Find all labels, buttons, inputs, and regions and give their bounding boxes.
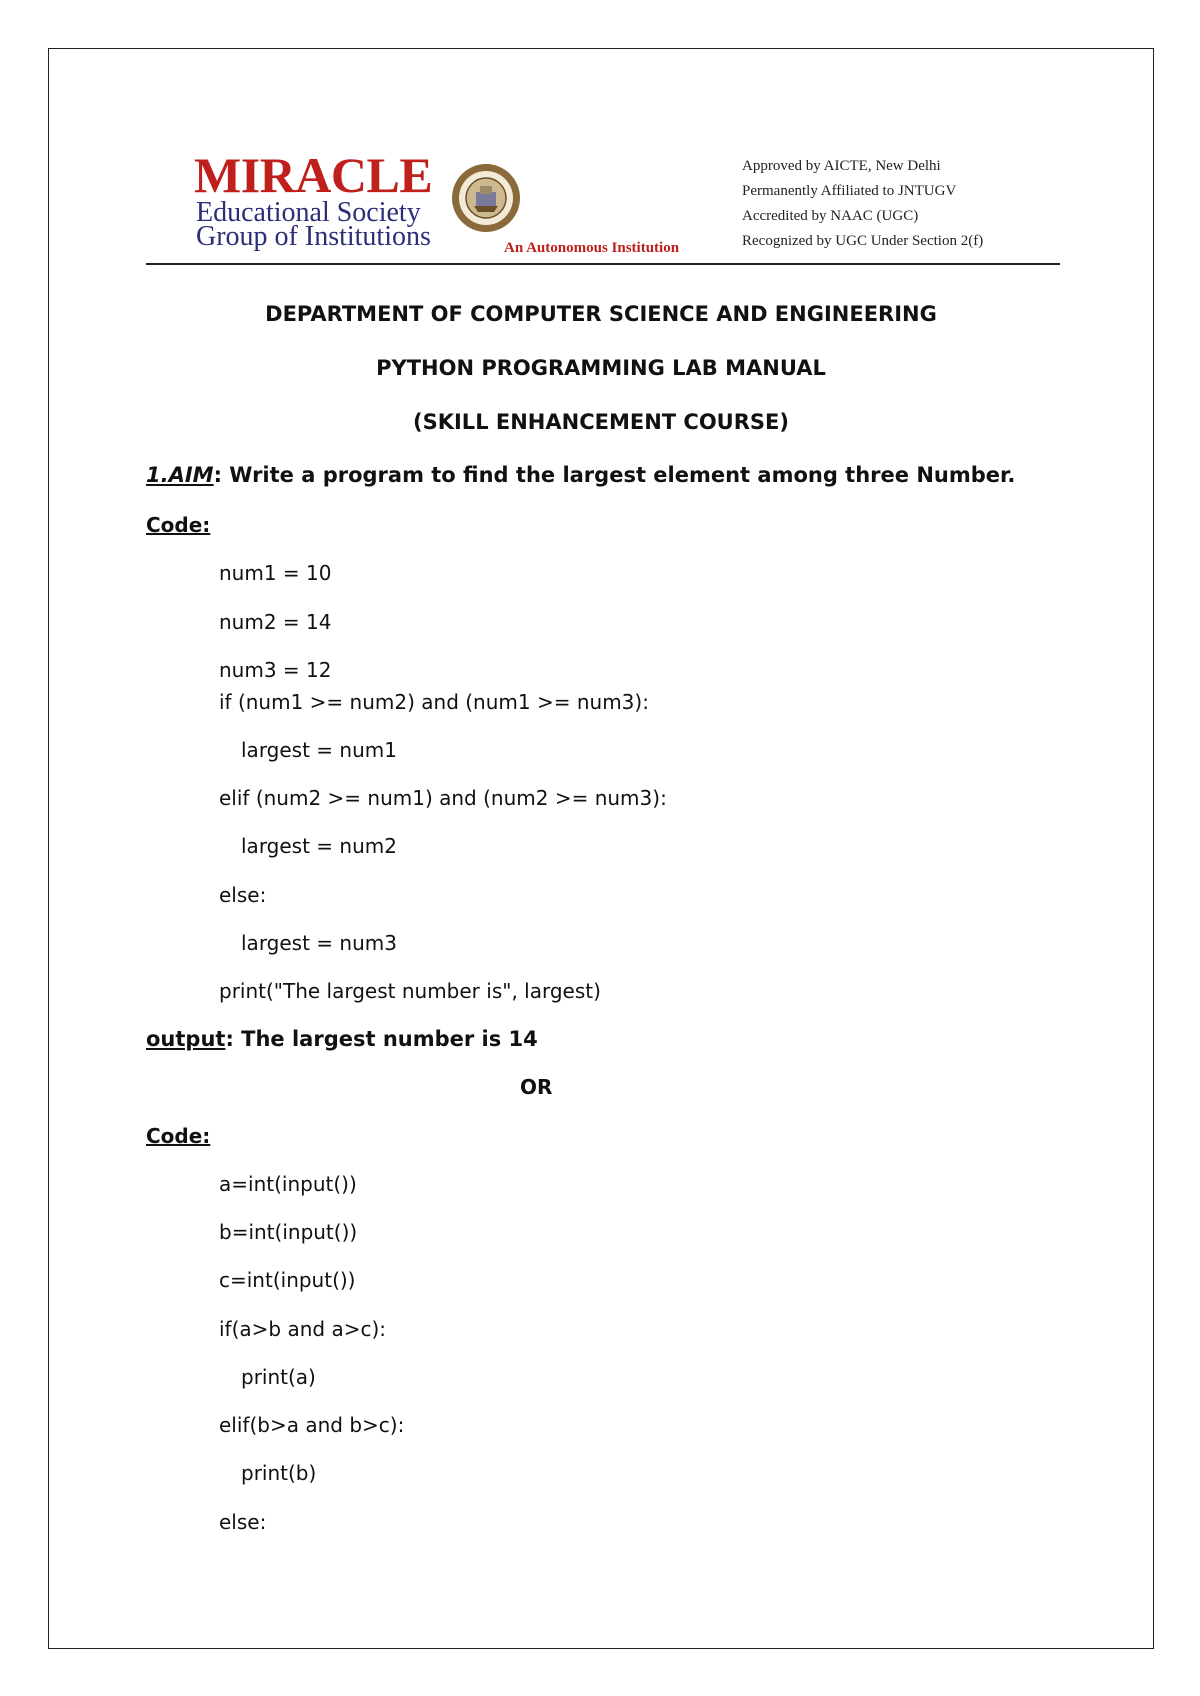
approval-line: Recognized by UGC Under Section 2(f) [742,233,984,249]
code-line: print(a) [241,1365,316,1389]
output-text: : The largest number is 14 [225,1027,538,1051]
institution-header [146,147,1056,262]
approval-line: Accredited by NAAC (UGC) [742,208,919,224]
code-line: num1 = 10 [219,561,332,585]
autonomous-tagline: An Autonomous Institution [504,240,680,256]
header-divider [146,263,1060,265]
approvals-list [742,154,983,254]
code-line: print(b) [241,1461,317,1485]
code-line: print("The largest number is", largest) [219,979,601,1003]
code-line: num3 = 12 [219,658,332,682]
page-border [48,48,1154,1649]
logo-title: MIRACLE [194,147,433,203]
or-separator: OR [520,1075,553,1099]
approval-line: Approved by AICTE, New Delhi [742,158,941,174]
approval-line: Permanently Affiliated to JNTUGV [742,183,957,199]
code-line: a=int(input()) [219,1172,357,1196]
code-line: b=int(input()) [219,1220,358,1244]
code-line: largest = num1 [241,738,397,762]
department-title: DEPARTMENT OF COMPUTER SCIENCE AND ENGINEERING [265,302,937,326]
logo-subtitle-2: Group of Institutions [196,221,431,252]
code-line: c=int(input()) [219,1268,356,1292]
code-line: if (num1 >= num2) and (num1 >= num3): [219,690,649,714]
code-line: else: [219,883,267,907]
output-statement [146,1027,538,1051]
code-line: else: [219,1510,267,1534]
logo-subtitle-1: Educational Society [196,197,421,228]
code-line: elif(b>a and b>c): [219,1413,405,1437]
manual-title: PYTHON PROGRAMMING LAB MANUAL [376,356,826,380]
code-line: largest = num3 [241,931,397,955]
code-line: elif (num2 >= num1) and (num2 >= num3): [219,786,667,810]
code-line: if(a>b and a>c): [219,1317,387,1341]
code-line: num2 = 14 [219,610,332,634]
code-line: largest = num2 [241,834,397,858]
code-label: Code: [146,513,211,537]
course-title: (SKILL ENHANCEMENT COURSE) [413,410,789,434]
aim-statement [146,463,1015,487]
output-label: output [146,1027,226,1051]
aim-label: 1.AIM [146,463,214,487]
aim-text: : Write a program to find the largest element among three Number. [213,463,1016,487]
code-label: Code: [146,1124,211,1148]
institution-seal-icon [450,162,522,234]
